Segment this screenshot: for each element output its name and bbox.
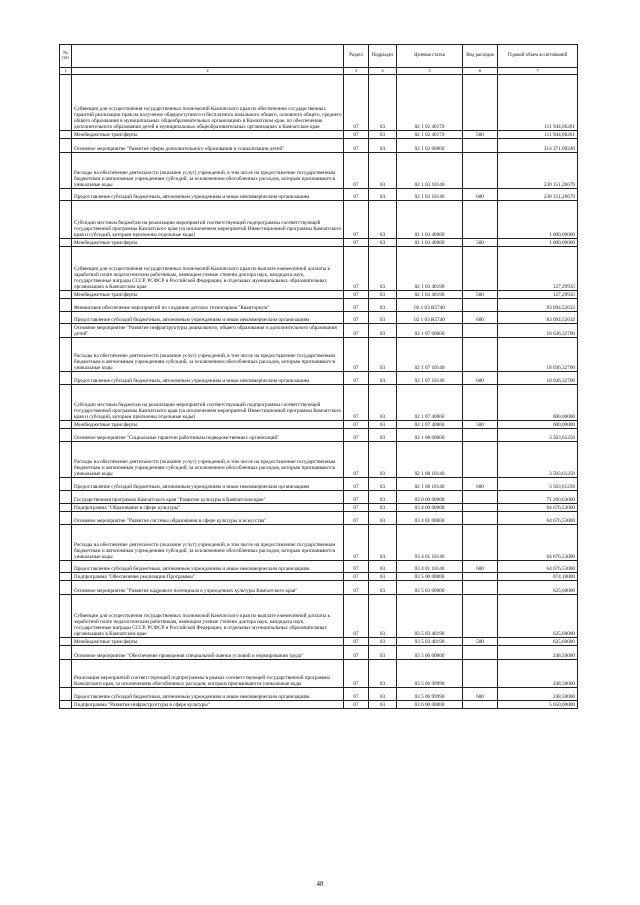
- razdel-cell: 07: [344, 638, 369, 646]
- podrazdel-cell: 03: [369, 512, 397, 525]
- table-row: [60, 512, 578, 525]
- item-name-cell: Субвенции для осуществления государственных полномочий Камчатского края по выплате ежемесячной доплаты к заработной плате педагогическим работникам, имеющим ученые степени доктора наук, кандидата наук, государственные награды СССР, РСФСР и Российской Федерации, в отдельных муниципальных образовательных организациях в Камчатском крае: [72, 595, 344, 638]
- amount-cell: 127,29935: [498, 247, 578, 291]
- amount-cell: 18 036,32700: [498, 372, 578, 385]
- podrazdel-cell: 03: [369, 201, 397, 239]
- target-article-cell: 02 1 03 R5740: [397, 299, 463, 312]
- expense-type-cell: [463, 581, 498, 595]
- amount-cell: 248,50000: [498, 646, 578, 660]
- table-row: [60, 201, 578, 239]
- expense-type-cell: 500: [463, 638, 498, 646]
- num-cell: [60, 247, 72, 291]
- table-row: [60, 291, 578, 299]
- podrazdel-cell: 03: [369, 372, 397, 385]
- podrazdel-cell: 03: [369, 638, 397, 646]
- razdel-cell: 07: [344, 660, 369, 688]
- item-name-cell: Предоставление субсидий бюджетным, автономным учреждениям и иным некоммерческим организациям: [72, 312, 344, 324]
- header-expense-type: Вид расходов: [463, 45, 498, 68]
- num-cell: [60, 561, 72, 573]
- table-row: [60, 189, 578, 201]
- num-cell: [60, 385, 72, 421]
- table-row: [60, 372, 578, 385]
- target-article-cell: 02 1 02 40170: [397, 75, 463, 131]
- num-cell: [60, 299, 72, 312]
- table-row: [60, 75, 578, 131]
- razdel-cell: 07: [344, 646, 369, 660]
- item-name-cell: Основное мероприятие "Развитие инфраструктуры дошкольного, общего образования и дополнительного образования детей": [72, 324, 344, 338]
- amount-cell: 3 503,61250: [498, 429, 578, 442]
- expense-type-cell: [463, 139, 498, 153]
- item-name-cell: Расходы на обеспечение деятельности (оказание услуг) учреждений, в том числе на предоставление государственным бюджетным и автономным учреждениям субсидий, за исключением обособленных расходов, которым присваиваются уникальные коды: [72, 338, 344, 372]
- podrazdel-cell: 03: [369, 660, 397, 688]
- amount-cell: 600,00000: [498, 421, 578, 429]
- table-row: [60, 153, 578, 189]
- amount-cell: 18 636,32700: [498, 324, 578, 338]
- podrazdel-cell: 03: [369, 139, 397, 153]
- table-row: [60, 638, 578, 646]
- target-article-cell: 02 1 07 00000: [397, 324, 463, 338]
- item-name-cell: Субвенции для осуществления государственных полномочий Камчатского края по выплате ежемесячной доплаты к заработной плате педагогическим работникам, имеющим ученые степени доктора наук, кандидата наук, государственные награды СССР, РСФСР и Российской Федерации, в отдельных муниципальных образовательных организациях в Камчатском крае: [72, 247, 344, 291]
- table-row: [60, 421, 578, 429]
- table-row: [60, 491, 578, 504]
- amount-cell: 625,60000: [498, 595, 578, 638]
- razdel-cell: 07: [344, 247, 369, 291]
- podrazdel-cell: 03: [369, 299, 397, 312]
- target-article-cell: 02 1 03 40060: [397, 239, 463, 247]
- table-row: [60, 688, 578, 701]
- table-row: [60, 561, 578, 573]
- item-name-cell: Основное мероприятие "Социальные гарантии работникам подведомственных организаций": [72, 429, 344, 442]
- table-row: [60, 646, 578, 660]
- amount-cell: 248,50000: [498, 660, 578, 688]
- item-name-cell: Реализация мероприятий соответствующей подпрограммы в рамках соответствующей государственной программы Камчатского края, за исключением обособленных расходов, которым присваиваются уникальные коды: [72, 660, 344, 688]
- razdel-cell: 07: [344, 131, 369, 139]
- item-name-cell: Субсидии местным бюджетам на реализацию мероприятий соответствующей подпрограммы соответствующей государственной программы Камчатского края (за исключением мероприятий Инвестиционной программы Камчатского края и субсидий, которым присвоены отдельные коды): [72, 201, 344, 239]
- num-cell: [60, 701, 72, 709]
- razdel-cell: 07: [344, 595, 369, 638]
- podrazdel-cell: 03: [369, 478, 397, 491]
- item-name-cell: Субвенции для осуществления государственных полномочий Камчатского края по обеспечению государственных гарантий реализации прав на получение общедоступного и бесплатного начального общего, основного общего, среднего общего образования в муниципальных общеобразовательных организациях в Камчатском крае, по обеспечению дополнительного образования детей в муниципальных общеобразовательных организациях в Камчатском крае: [72, 75, 344, 131]
- razdel-cell: 07: [344, 372, 369, 385]
- target-article-cell: 02 1 03 R5740: [397, 312, 463, 324]
- razdel-cell: 07: [344, 421, 369, 429]
- razdel-cell: 07: [344, 504, 369, 512]
- expense-type-cell: 600: [463, 312, 498, 324]
- podrazdel-cell: 03: [369, 561, 397, 573]
- item-name-cell: Расходы на обеспечение деятельности (оказание услуг) учреждений, в том числе на предоставление государственным бюджетным и автономным учреждениям субсидий, за исключением обособленных расходов, которым присваиваются уникальные коды: [72, 153, 344, 189]
- razdel-cell: 07: [344, 491, 369, 504]
- num-cell: [60, 421, 72, 429]
- table-row: [60, 338, 578, 372]
- table-row: [60, 581, 578, 595]
- table-row: [60, 478, 578, 491]
- podrazdel-cell: 03: [369, 247, 397, 291]
- target-article-cell: 02 1 03 10140: [397, 153, 463, 189]
- amount-cell: 64 676,53000: [498, 512, 578, 525]
- num-cell: [60, 429, 72, 442]
- target-article-cell: 03 4 01 10140: [397, 525, 463, 561]
- table-row: [60, 573, 578, 581]
- num-cell: [60, 131, 72, 139]
- table-row: [60, 660, 578, 688]
- target-article-cell: 02 1 07 40060: [397, 421, 463, 429]
- razdel-cell: 07: [344, 701, 369, 709]
- num-cell: [60, 525, 72, 561]
- target-article-cell: 02 1 03 00000: [397, 139, 463, 153]
- amount-cell: 874,10000: [498, 573, 578, 581]
- amount-cell: 83 094,52632: [498, 299, 578, 312]
- podrazdel-cell: 03: [369, 581, 397, 595]
- expense-type-cell: [463, 512, 498, 525]
- amount-cell: 64 676,53000: [498, 504, 578, 512]
- table-row: [60, 442, 578, 478]
- expense-type-cell: 500: [463, 291, 498, 299]
- num-cell: [60, 372, 72, 385]
- target-article-cell: 03 5 00 00000: [397, 573, 463, 581]
- amount-cell: 1 000,00000: [498, 239, 578, 247]
- razdel-cell: 07: [344, 385, 369, 421]
- amount-cell: 64 676,53000: [498, 561, 578, 573]
- podrazdel-cell: 03: [369, 429, 397, 442]
- table-row: [60, 595, 578, 638]
- razdel-cell: 07: [344, 338, 369, 372]
- podrazdel-cell: 03: [369, 312, 397, 324]
- col-number: 4: [369, 68, 397, 75]
- podrazdel-cell: 03: [369, 324, 397, 338]
- podrazdel-cell: 03: [369, 338, 397, 372]
- item-name-cell: Расходы на обеспечение деятельности (оказание услуг) учреждений, в том числе на предоставление государственным бюджетным и автономным учреждениям субсидий, за исключением обособленных расходов, которым присваиваются уникальные коды: [72, 525, 344, 561]
- num-cell: [60, 512, 72, 525]
- target-article-cell: 02 1 03 10140: [397, 189, 463, 201]
- target-article-cell: 03 4 00 00000: [397, 504, 463, 512]
- budget-table-sheet: [59, 44, 577, 709]
- num-cell: [60, 139, 72, 153]
- page-number: 48: [316, 880, 324, 888]
- table-row: [60, 299, 578, 312]
- num-cell: [60, 153, 72, 189]
- expense-type-cell: [463, 75, 498, 131]
- razdel-cell: 07: [344, 324, 369, 338]
- podrazdel-cell: 03: [369, 688, 397, 701]
- col-number: 2: [72, 68, 344, 75]
- amount-cell: 111 944,06261: [498, 131, 578, 139]
- table-row: [60, 429, 578, 442]
- item-name-cell: Основное мероприятие "Развитие системы образования в сфере культуры и искусства": [72, 512, 344, 525]
- table-row: [60, 239, 578, 247]
- expense-type-cell: [463, 504, 498, 512]
- item-name-cell: Подпрограмма "Обеспечение реализации Программы": [72, 573, 344, 581]
- header-annual-amount: Годовой объем ассигнований: [498, 45, 578, 68]
- amount-cell: 3 503,61250: [498, 442, 578, 478]
- num-cell: [60, 573, 72, 581]
- target-article-cell: 03 5 03 00000: [397, 581, 463, 595]
- expense-type-cell: 600: [463, 189, 498, 201]
- expense-type-cell: 600: [463, 688, 498, 701]
- num-cell: [60, 312, 72, 324]
- razdel-cell: 07: [344, 561, 369, 573]
- expense-type-cell: 600: [463, 372, 498, 385]
- num-cell: [60, 646, 72, 660]
- expense-type-cell: [463, 442, 498, 478]
- amount-cell: 71 200,63000: [498, 491, 578, 504]
- razdel-cell: 07: [344, 478, 369, 491]
- podrazdel-cell: 03: [369, 646, 397, 660]
- amount-cell: 314 371,09246: [498, 139, 578, 153]
- item-name-cell: Межбюджетные трансферты: [72, 239, 344, 247]
- num-cell: [60, 442, 72, 478]
- podrazdel-cell: 03: [369, 442, 397, 478]
- expense-type-cell: [463, 701, 498, 709]
- num-cell: [60, 324, 72, 338]
- amount-cell: 625,60000: [498, 638, 578, 646]
- table-header-row: [60, 45, 578, 68]
- col-number: 7: [498, 68, 578, 75]
- expense-type-cell: [463, 324, 498, 338]
- amount-cell: 1 000,00000: [498, 201, 578, 239]
- expense-type-cell: 500: [463, 421, 498, 429]
- podrazdel-cell: 03: [369, 75, 397, 131]
- table-row: [60, 131, 578, 139]
- expense-type-cell: [463, 646, 498, 660]
- razdel-cell: 07: [344, 239, 369, 247]
- target-article-cell: 02 1 03 40190: [397, 247, 463, 291]
- num-cell: [60, 660, 72, 688]
- expense-type-cell: 600: [463, 478, 498, 491]
- razdel-cell: 07: [344, 312, 369, 324]
- col-number: 5: [397, 68, 463, 75]
- expense-type-cell: [463, 247, 498, 291]
- item-name-cell: Основное мероприятие "Развитие кадрового потенциала в учреждениях культуры Камчатского края": [72, 581, 344, 595]
- item-name-cell: Межбюджетные трансферты: [72, 421, 344, 429]
- expense-type-cell: [463, 429, 498, 442]
- podrazdel-cell: 03: [369, 239, 397, 247]
- amount-cell: 625,60000: [498, 581, 578, 595]
- razdel-cell: 07: [344, 442, 369, 478]
- table-row: [60, 385, 578, 421]
- num-cell: [60, 491, 72, 504]
- num-cell: [60, 638, 72, 646]
- item-name-cell: Предоставление субсидий бюджетным, автономным учреждениям и иным некоммерческим организациям: [72, 561, 344, 573]
- item-name-cell: Межбюджетные трансферты: [72, 638, 344, 646]
- table-row: [60, 247, 578, 291]
- razdel-cell: 07: [344, 75, 369, 131]
- expense-type-cell: [463, 338, 498, 372]
- amount-cell: 230 151,26679: [498, 153, 578, 189]
- num-cell: [60, 478, 72, 491]
- item-name-cell: Предоставление субсидий бюджетным, автономным учреждениям и иным некоммерческим организациям: [72, 372, 344, 385]
- podrazdel-cell: 03: [369, 504, 397, 512]
- podrazdel-cell: 03: [369, 491, 397, 504]
- expense-type-cell: [463, 385, 498, 421]
- num-cell: [60, 291, 72, 299]
- podrazdel-cell: 03: [369, 701, 397, 709]
- target-article-cell: 03 5 03 40190: [397, 595, 463, 638]
- item-name-cell: Подпрограмма "Образование в сфере культуры": [72, 504, 344, 512]
- razdel-cell: 07: [344, 688, 369, 701]
- num-cell: [60, 595, 72, 638]
- expense-type-cell: [463, 299, 498, 312]
- item-name-cell: Межбюджетные трансферты: [72, 291, 344, 299]
- col-number: 6: [463, 68, 498, 75]
- target-article-cell: 02 1 07 10140: [397, 338, 463, 372]
- podrazdel-cell: 03: [369, 153, 397, 189]
- target-article-cell: 03 0 00 00000: [397, 491, 463, 504]
- razdel-cell: 07: [344, 189, 369, 201]
- target-article-cell: 02 1 03 40190: [397, 291, 463, 299]
- expense-type-cell: 600: [463, 561, 498, 573]
- podrazdel-cell: 03: [369, 291, 397, 299]
- podrazdel-cell: 03: [369, 595, 397, 638]
- num-cell: [60, 581, 72, 595]
- num-cell: [60, 239, 72, 247]
- item-name-cell: Государственная программа Камчатского края "Развитие культуры в Камчатском крае": [72, 491, 344, 504]
- target-article-cell: 03 4 01 10140: [397, 561, 463, 573]
- item-name-cell: Расходы на обеспечение деятельности (оказание услуг) учреждений, в том числе на предоставление государственным бюджетным и автономным учреждениям субсидий, за исключением обособленных расходов, которым присваиваются уникальные коды: [72, 442, 344, 478]
- podrazdel-cell: 03: [369, 421, 397, 429]
- col-number: 1: [60, 68, 72, 75]
- item-name-cell: Предоставление субсидий бюджетным, автономным учреждениям и иным некоммерческим организациям: [72, 478, 344, 491]
- amount-cell: 18 036,32700: [498, 338, 578, 372]
- column-number-row: [60, 68, 578, 75]
- target-article-cell: 03 4 01 00000: [397, 512, 463, 525]
- header-name: [72, 45, 344, 68]
- col-number: 3: [344, 68, 369, 75]
- expense-type-cell: [463, 201, 498, 239]
- target-article-cell: 03 5 06 00000: [397, 646, 463, 660]
- target-article-cell: 03 5 03 40190: [397, 638, 463, 646]
- table-row: [60, 324, 578, 338]
- expense-type-cell: [463, 153, 498, 189]
- razdel-cell: 07: [344, 512, 369, 525]
- amount-cell: 3 503,61250: [498, 478, 578, 491]
- table-row: [60, 312, 578, 324]
- target-article-cell: 02 1 07 10140: [397, 372, 463, 385]
- item-name-cell: Финансовое обеспечение мероприятий по созданию детских технопарков "Кванториум": [72, 299, 344, 312]
- item-name-cell: Подпрограмма "Развитие инфраструктуры в сфере культуры": [72, 701, 344, 709]
- target-article-cell: 03 6 00 00000: [397, 701, 463, 709]
- item-name-cell: Субсидии местным бюджетам на реализацию мероприятий соответствующей подпрограммы соответствующей государственной программы Камчатского края (за исключением мероприятий Инвестиционной программы Камчатского края и субсидий, которым присвоены отдельные коды): [72, 385, 344, 421]
- target-article-cell: 02 1 03 40060: [397, 201, 463, 239]
- razdel-cell: 07: [344, 139, 369, 153]
- target-article-cell: 02 1 08 10140: [397, 478, 463, 491]
- table-row: [60, 139, 578, 153]
- razdel-cell: 07: [344, 429, 369, 442]
- razdel-cell: 07: [344, 299, 369, 312]
- table-row: [60, 504, 578, 512]
- num-cell: [60, 201, 72, 239]
- amount-cell: 230 151,26679: [498, 189, 578, 201]
- razdel-cell: 07: [344, 573, 369, 581]
- table-row: [60, 525, 578, 561]
- razdel-cell: 07: [344, 581, 369, 595]
- expense-type-cell: [463, 491, 498, 504]
- expense-type-cell: 500: [463, 239, 498, 247]
- item-name-cell: Предоставление субсидий бюджетным, автономным учреждениям и иным некоммерческим организациям: [72, 189, 344, 201]
- amount-cell: 600,00000: [498, 385, 578, 421]
- header-num: № п/п: [60, 45, 72, 68]
- item-name-cell: Основное мероприятие "Развитие сферы дополнительного образования и социализации детей": [72, 139, 344, 153]
- num-cell: [60, 338, 72, 372]
- target-article-cell: 02 1 08 10140: [397, 442, 463, 478]
- podrazdel-cell: 03: [369, 189, 397, 201]
- header-razdel: Раздел: [344, 45, 369, 68]
- header-target-article: Целевая статья: [397, 45, 463, 68]
- razdel-cell: 07: [344, 525, 369, 561]
- amount-cell: 111 944,06261: [498, 75, 578, 131]
- amount-cell: 83 094,52632: [498, 312, 578, 324]
- podrazdel-cell: 03: [369, 525, 397, 561]
- budget-table: [59, 44, 578, 709]
- razdel-cell: 07: [344, 201, 369, 239]
- target-article-cell: 02 1 08 00000: [397, 429, 463, 442]
- amount-cell: 5 650,00000: [498, 701, 578, 709]
- razdel-cell: 07: [344, 153, 369, 189]
- item-name-cell: Основное мероприятие "Обеспечение проведения специальной оценки условий и нормирования труда": [72, 646, 344, 660]
- podrazdel-cell: 03: [369, 131, 397, 139]
- target-article-cell: 02 1 02 40170: [397, 131, 463, 139]
- num-cell: [60, 504, 72, 512]
- num-cell: [60, 75, 72, 131]
- podrazdel-cell: 03: [369, 573, 397, 581]
- expense-type-cell: 500: [463, 131, 498, 139]
- item-name-cell: Предоставление субсидий бюджетным, автономным учреждениям и иным некоммерческим организациям: [72, 688, 344, 701]
- num-cell: [60, 189, 72, 201]
- target-article-cell: 02 1 07 40060: [397, 385, 463, 421]
- expense-type-cell: [463, 595, 498, 638]
- expense-type-cell: [463, 525, 498, 561]
- razdel-cell: 07: [344, 291, 369, 299]
- expense-type-cell: [463, 573, 498, 581]
- target-article-cell: 03 5 06 99990: [397, 688, 463, 701]
- expense-type-cell: [463, 660, 498, 688]
- table-row: [60, 701, 578, 709]
- item-name-cell: Межбюджетные трансферты: [72, 131, 344, 139]
- header-podrazdel: Подраздел: [369, 45, 397, 68]
- amount-cell: 64 676,53000: [498, 525, 578, 561]
- amount-cell: 248,50000: [498, 688, 578, 701]
- target-article-cell: 03 5 06 99990: [397, 660, 463, 688]
- num-cell: [60, 688, 72, 701]
- podrazdel-cell: 03: [369, 385, 397, 421]
- amount-cell: 127,29935: [498, 291, 578, 299]
